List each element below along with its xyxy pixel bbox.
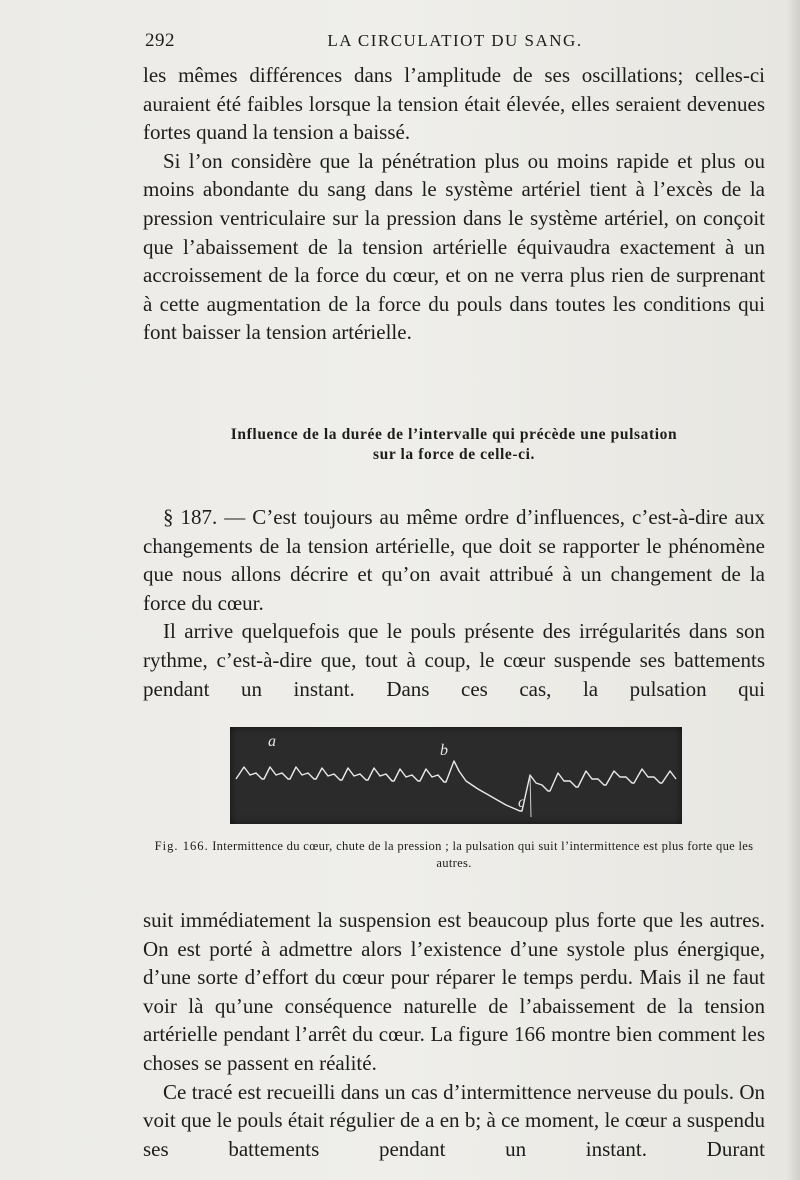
text-block-middle [143, 503, 765, 703]
paragraph: Il arrive quelquefois que le pouls présente des irrégularités dans son rythme, c’est-à-dire que, tout à coup, le cœur suspende ses battements pendant un instant. Dans ces cas, la pulsation qui [143, 619, 765, 701]
trace-label-c: c [518, 794, 526, 811]
figure-caption-text: Intermittence du cœur, chute de la pression ; la pulsation qui suit l’intermittence est plus forte que les autres. [212, 839, 754, 870]
trace-label-a: a [268, 733, 276, 750]
pulse-trace-line [236, 761, 676, 811]
text-block-bottom [143, 906, 765, 1163]
paragraph-section-187: § 187. — C’est toujours au même ordre d’influences, c’est-à-dire aux changements de la tension artérielle, que doit se rapporter le phénomène que nous allons décrire et qu’on avait attribué à un changement de la force du cœur. [143, 505, 765, 615]
paragraph: Si l’on considère que la pénétration plus ou moins rapide et plus ou moins abondante du sang dans le système artériel tient à l’excès de la pression ventriculaire sur la pression dans le système artériel, on conçoit que l’abaissement de la tension artérielle équivaudra exactement à un accroissement de la force du cœur, et on ne verra plus rien de surprenant à cette augmentation de la force du pouls dans toutes les conditions qui font baisser la tension artérielle. [143, 148, 765, 345]
paragraph: Ce tracé est recueilli dans un cas d’intermittence nerveuse du pouls. On voit que le pouls était régulier de a en b; à ce moment, le cœur a suspendu ses battements pendant un instant. Durant [143, 1079, 765, 1161]
pulse-trace-svg [230, 727, 682, 824]
pulse-trace-figure [230, 727, 682, 824]
paragraph-continuation: suit immédiatement la suspension est beaucoup plus forte que les autres. On est porté à admettre alors l’existence d’une systole plus énergique, d’une sorte d’effort du cœur pour réparer le temps perdu. Mais il ne faut voir là qu’une conséquence naturelle de l’abaissement de la tension artérielle pendant l’arrêt du cœur. La figure 166 montre bien comment les choses se passent en réalité. [143, 908, 765, 1075]
page-edge-shadow [786, 0, 800, 1180]
trace-marker-line [530, 775, 531, 817]
running-head: LA CIRCULATIOT DU SANG. [327, 31, 583, 50]
text-block-top [143, 61, 765, 347]
trace-label-b: b [440, 742, 448, 759]
figure-caption [148, 838, 760, 872]
page-header [145, 30, 765, 54]
section-heading-line-2: sur la force de celle-ci. [372, 446, 536, 463]
figure-caption-number: Fig. 166. [154, 839, 209, 853]
section-heading [143, 425, 765, 465]
paragraph-continuation: les mêmes différences dans l’amplitude de ses oscillations; celles-ci auraient été faibles lorsque la tension était élevée, elles seraient devenues fortes quand la tension a baissé. [143, 63, 765, 145]
section-heading-line-1: Influence de la durée de l’intervalle qui précède une pulsation [230, 426, 678, 443]
page-number: 292 [145, 30, 175, 51]
